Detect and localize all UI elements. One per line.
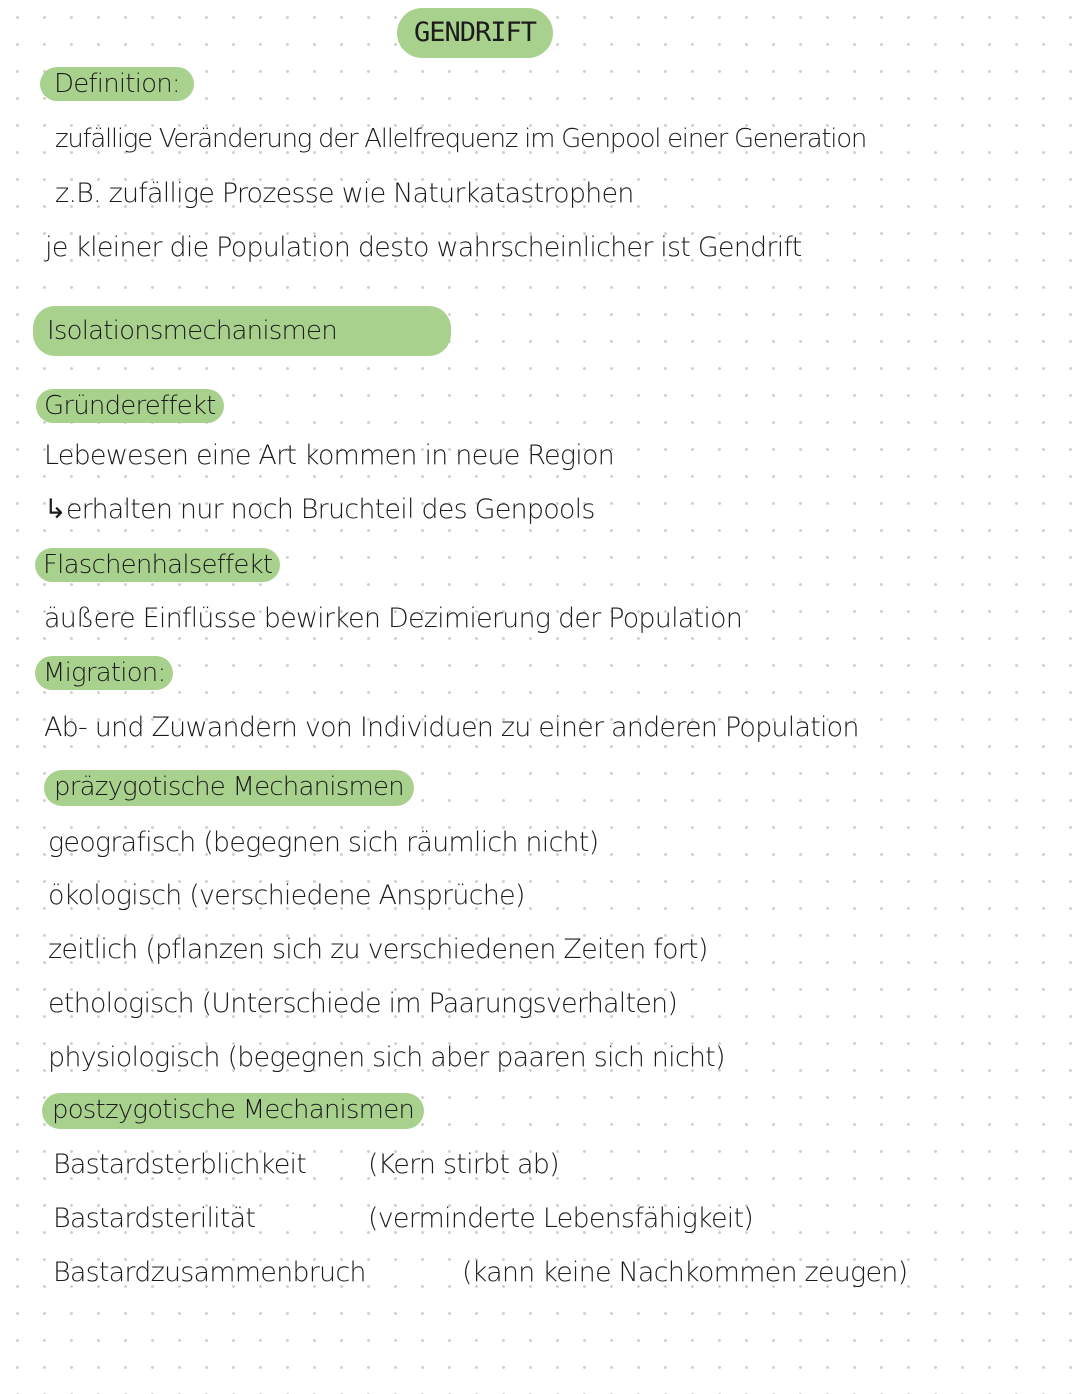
postzygotisch-term-2: Bastardsterilität — [53, 1203, 256, 1234]
postzygotisch-note-3: (kann keine Nachkommen zeugen) — [462, 1257, 908, 1288]
postzygotisch-term-3: Bastardzusammenbruch — [53, 1257, 366, 1288]
definition-line-1: zufällige Veränderung der Allelfrequenz im Genpool einer Generation — [55, 124, 867, 154]
praezygotisch-line-2: ökologisch (verschiedene Ansprüche) — [48, 880, 525, 911]
gruender-line-2: ↳erhalten nur noch Bruchteil des Genpools — [44, 494, 595, 525]
migration-line-1: Ab- und Zuwandern von Individuen zu einer anderen Population — [44, 712, 859, 743]
postzygotisch-note-2: (verminderte Lebensfähigkeit) — [368, 1203, 753, 1234]
flaschenhals-line-1: äußere Einflüsse bewirken Dezimierung der Population — [44, 603, 743, 634]
definition-line-2: z.B. zufällige Prozesse wie Naturkatastrophen — [55, 178, 634, 209]
praezygotisch-line-5: physiologisch (begegnen sich aber paaren sich nicht) — [48, 1042, 725, 1073]
praezygotisch-heading: präzygotische Mechanismen — [44, 770, 414, 806]
migration-heading: Migration: — [35, 656, 173, 690]
isolation-heading: Isolationsmechanismen — [33, 306, 451, 356]
praezygotisch-line-3: zeitlich (pflanzen sich zu verschiedenen Zeiten fort) — [48, 934, 708, 965]
definition-heading: Definition: — [40, 67, 194, 101]
postzygotisch-term-1: Bastardsterblichkeit — [53, 1149, 307, 1180]
gruender-line-1: Lebewesen eine Art kommen in neue Region — [44, 440, 614, 471]
praezygotisch-line-1: geografisch (begegnen sich räumlich nicht) — [48, 827, 599, 858]
definition-line-3: je kleiner die Population desto wahrscheinlicher ist Gendrift — [45, 232, 802, 263]
praezygotisch-line-4: ethologisch (Unterschiede im Paarungsverhalten) — [48, 988, 678, 1019]
flaschenhals-heading: Flaschenhalseffekt — [35, 548, 280, 582]
gruender-heading: Gründereffekt — [36, 389, 224, 423]
postzygotisch-heading: postzygotische Mechanismen — [42, 1093, 424, 1129]
postzygotisch-note-1: (Kern stirbt ab) — [368, 1149, 559, 1180]
page-title: GENDRIFT — [397, 8, 553, 58]
